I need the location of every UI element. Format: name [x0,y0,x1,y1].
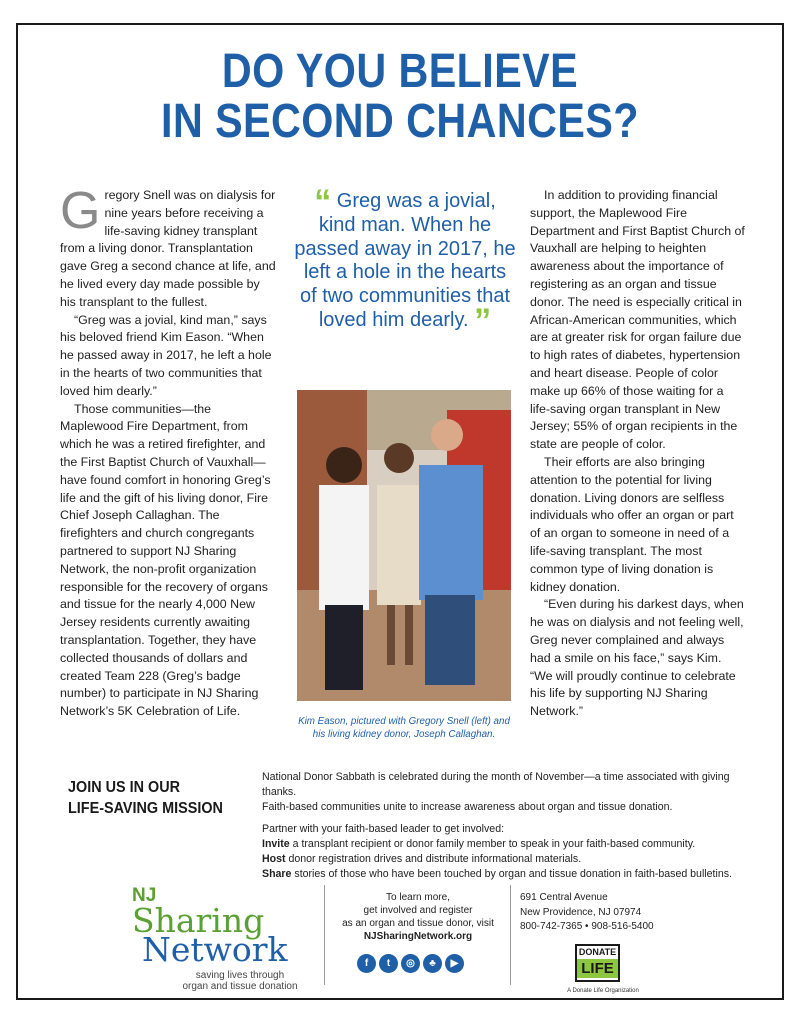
article-paragraph: “Greg was a jovial, kind man,” says his beloved friend Kim Eason. “When he passed away in 2017, he left a hole in the hearts of two communities that loved him dearly.” [60,312,272,398]
logo-tagline-1: saving lives through [195,970,285,981]
article-paragraph: Those communities—the Maplewood Fire Department, from which he was a retired firefighter, and the First Baptist Church of Vauxhall—have found comfort in honoring Greg’s life and the gift of his living donor, Fire Chief Joseph Callaghan. The firefighters and church congregants partnered to support NJ Sharing Network, the non-profit organization responsible for the recovery of organs and tissue for the nearly 4,000 New Jersey residents currently awaiting transplantation. Together, they have collected thousands of dollars and created Team 228 (Greg’s badge number) to participate in NJ Sharing Network’s 5K Celebration of Life. [60,401,271,719]
learn-line-1: To learn more, [386,892,450,903]
logo-nj: NJ [132,885,157,906]
join-heading [68,777,230,819]
article-paragraph: Gregory Snell was on dialysis for nine years before receiving a life-saving kidney transplant from a living donor. Transplantation gave Greg a second chance at life, and he lived every day made possible by his transplant to the fullest. [60,182,276,309]
mission-partner: Partner with your faith-based leader to get involved: [262,822,505,835]
pull-quote [294,183,516,340]
address-city: New Providence, NJ 07974 [520,906,642,918]
mission-action: Host donor registration drives and distribute informational materials. [262,853,582,866]
headline-line-1: DO YOU BELIEVE [221,45,579,98]
mission-action: Share stories of those who have been touched by organ and tissue donation in faith-based bulletins. [262,868,732,881]
photo-caption: Kim Eason, pictured with Gregory Snell (left) and his living kidney donor, Joseph Callaghan. [298,716,510,740]
logo-sharing: Sharing [132,901,265,940]
snapchat-icon[interactable]: ♣ [423,954,442,973]
learn-line-3: as an organ and tissue donor, visit [342,918,494,929]
website-link[interactable]: NJSharingNetwork.org [363,931,473,942]
headline [71,47,728,147]
mission-intro-1: National Donor Sabbath is celebrated during the month of November—a time associated with giving thanks. [262,771,730,799]
mission-action: Invite a transplant recipient or donor family member to speak in your faith-based community. [262,837,696,850]
youtube-icon[interactable]: ▶ [445,954,464,973]
learn-line-2: get involved and register [363,905,473,916]
close-quote-icon: ” [474,301,492,340]
article-paragraph: Their efforts are also bringing attention to the potential for living donation. Living donors are selfless individuals who offer an organ or part of an organ to someone in need of a life-saving transplant. The most common type of living donation is kidney donation. [530,454,734,594]
article-paragraph: In addition to providing financial support, the Maplewood Fire Department and First Baptist Church of Vauxhall are helping to heighten awareness about the importance of registering as an organ and tissue donor. The need is especially critical in African-American communities, which are at greater risk for organ failure due to high rates of diabetes, hypertension and heart disease. People of color make up 66% of those waiting for a life-saving organ transplant in New Jersey; 55% of organ recipients in the state are people of color. [530,188,745,452]
social-icons [357,954,464,973]
mission-text [262,770,762,882]
article-paragraph: “Even during his darkest days, when he was on dialysis and not feeling well, Greg never complained and always had a smile on his face,” says Kim. “We will proudly continue to celebrate his life by supporting NJ Sharing Network.” [530,597,744,719]
page-frame [16,23,784,1000]
nj-sharing-network-logo [126,885,316,990]
headline-line-2: IN SECOND CHANCES? [161,95,639,148]
address-street: 691 Central Avenue [520,892,608,903]
photo [297,390,511,701]
mission-intro-2: Faith-based communities unite to increase awareness about organ and tissue donation. [262,801,673,814]
learn-more [336,891,500,943]
donate-life-bottom: LIFE [577,959,618,978]
pull-quote-text: Greg was a jovial, kind man. When he passed away in 2017, he left a hole in the hearts of two communities that loved him dearly. [294,190,516,331]
twitter-icon[interactable]: t [379,954,398,973]
address [520,891,680,935]
footer-divider [324,885,325,985]
photo-illustration [297,390,511,701]
logo-network: Network [142,930,288,969]
donate-life-org: A Donate Life Organization [567,988,639,994]
donate-life-top: DONATE [578,947,617,957]
logo-tagline-2: organ and tissue donation [182,981,298,992]
dropcap: G [60,182,101,240]
open-quote-icon: “ [314,183,332,221]
donate-life-logo [575,944,620,982]
phone-numbers: 800-742-7365 • 908-516-5400 [520,921,654,932]
article-right-column [530,187,746,721]
join-line-1: JOIN US IN OUR [68,779,181,796]
article-left-column [60,182,276,721]
logo-tagline [170,970,310,992]
join-line-2: LIFE-SAVING MISSION [68,800,223,817]
instagram-icon[interactable]: ◎ [401,954,420,973]
footer-divider [510,885,511,985]
facebook-icon[interactable]: f [357,954,376,973]
